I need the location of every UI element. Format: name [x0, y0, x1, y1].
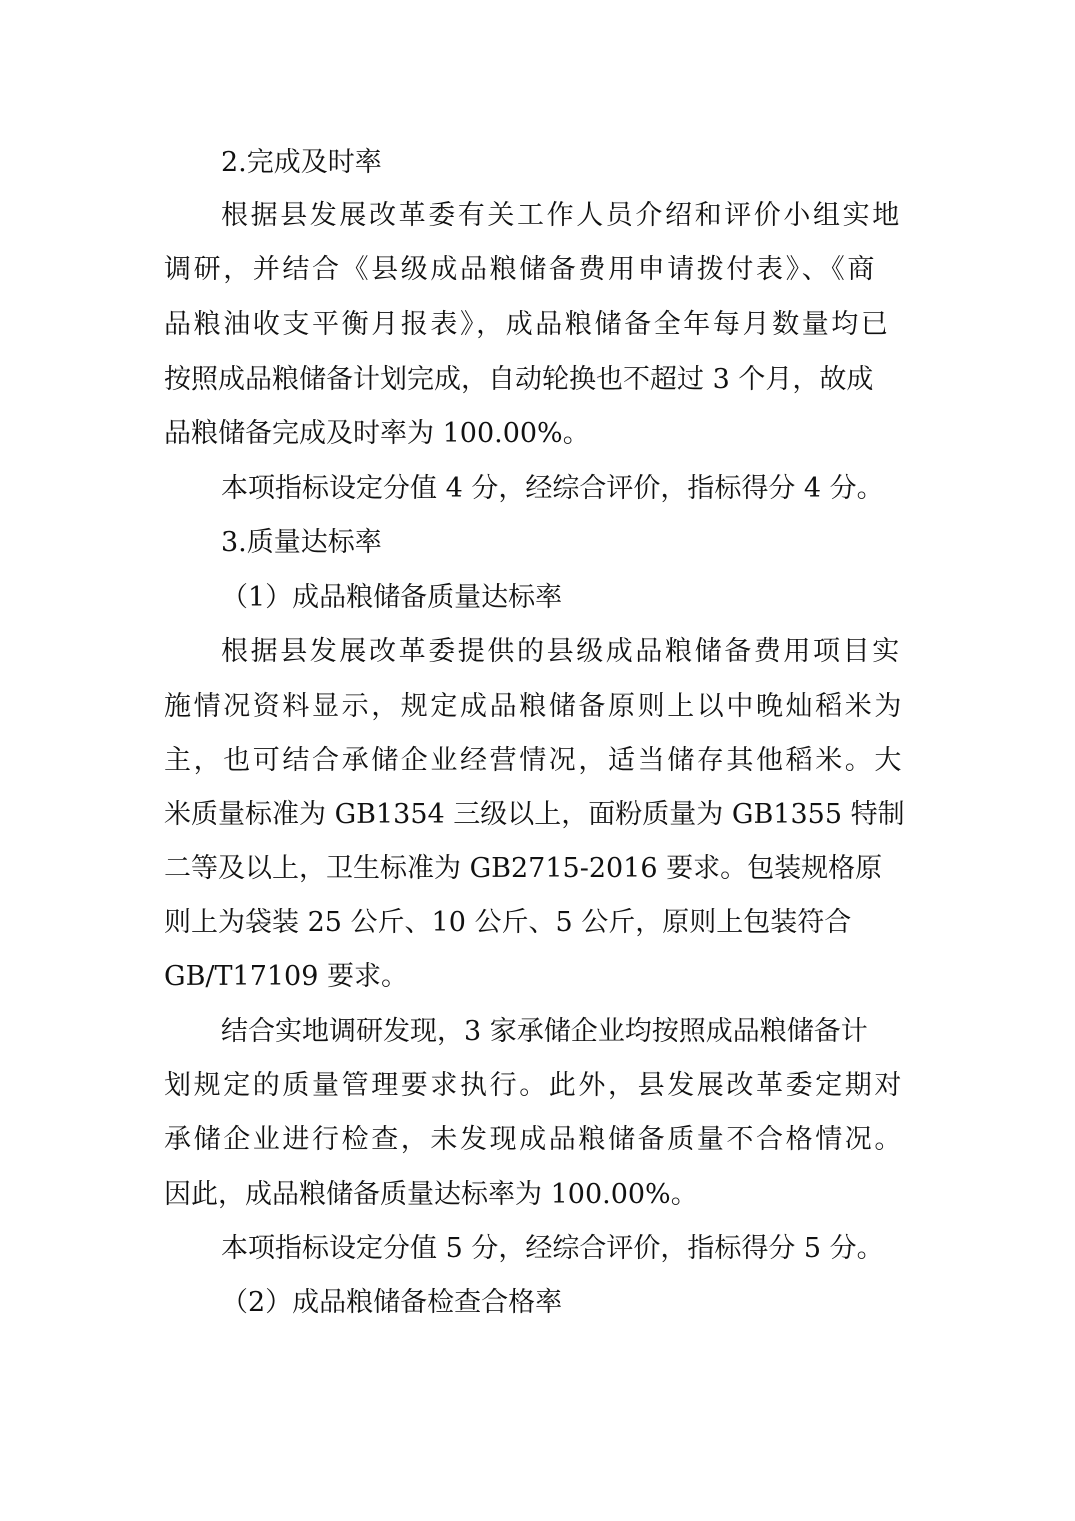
paragraph-line: 主，也可结合承储企业经营情况，适当储存其他稻米。大 — [164, 745, 904, 776]
paragraph-line: 施情况资料显示，规定成品粮储备原则上以中晚灿稻米为 — [164, 691, 904, 722]
paragraph-line: 米质量标准为 GB1354 三级以上，面粉质量为 GB1355 特制 — [164, 799, 905, 830]
score-line-4: 本项指标设定分值 4 分，经综合评价，指标得分 4 分。 — [221, 473, 884, 504]
paragraph-line: 划规定的质量管理要求执行。此外，县发展改革委定期对 — [164, 1070, 904, 1101]
paragraph-line: 因此，成品粮储备质量达标率为 100.00%。 — [164, 1179, 698, 1210]
paragraph-line: 承储企业进行检查，未发现成品粮储备质量不合格情况。 — [164, 1124, 904, 1155]
paragraph-line: 根据县发展改革委有关工作人员介绍和评价小组实地 — [221, 200, 902, 231]
subheading-inspection-rate: （2）成品粮储备检查合格率 — [221, 1287, 563, 1318]
paragraph-line: 二等及以上，卫生标准为 GB2715-2016 要求。包装规格原 — [164, 853, 883, 884]
heading-quality-rate: 3.质量达标率 — [221, 527, 382, 558]
score-line-5: 本项指标设定分值 5 分，经综合评价，指标得分 5 分。 — [221, 1233, 884, 1264]
paragraph-line: GB/T17109 要求。 — [164, 961, 408, 992]
paragraph-line: 按照成品粮储备计划完成，自动轮换也不超过 3 个月，故成 — [164, 364, 874, 395]
paragraph-line: 则上为袋装 25 公斤、10 公斤、5 公斤，原则上包装符合 — [164, 907, 852, 938]
paragraph-line: 调研，并结合《县级成品粮储备费用申请拨付表》、《商 — [164, 254, 877, 285]
subheading-quality-rate: （1）成品粮储备质量达标率 — [221, 582, 563, 613]
paragraph-line: 根据县发展改革委提供的县级成品粮储备费用项目实 — [221, 636, 902, 667]
paragraph-line: 结合实地调研发现，3 家承储企业均按照成品粮储备计 — [221, 1016, 868, 1047]
paragraph-line: 品粮油收支平衡月报表》，成品粮储备全年每月数量均已 — [164, 309, 891, 340]
heading-timeliness: 2.完成及时率 — [221, 147, 382, 178]
paragraph-line: 品粮储备完成及时率为 100.00%。 — [164, 418, 590, 449]
